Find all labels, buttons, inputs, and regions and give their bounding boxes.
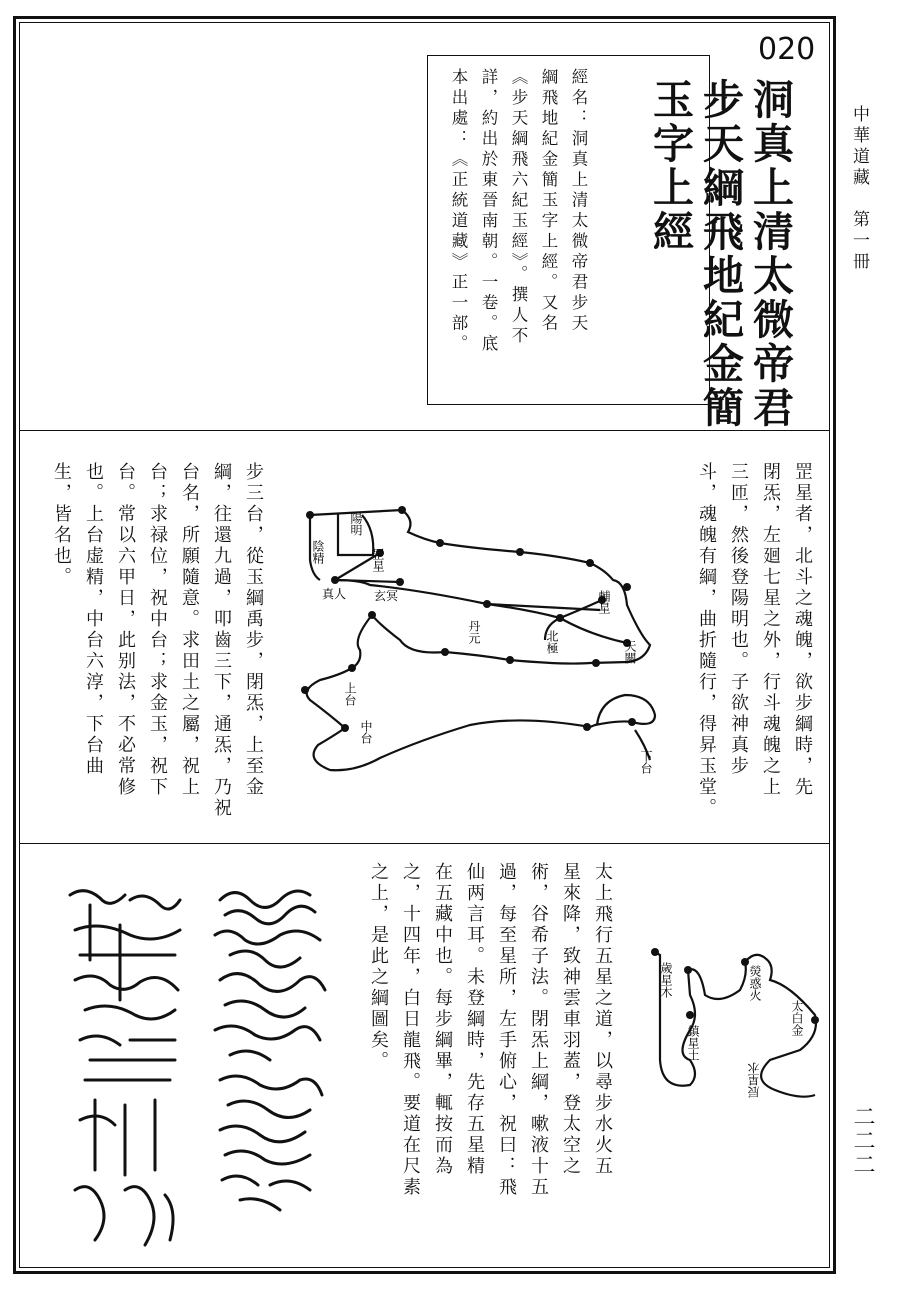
santai-text: 步三台，從玉綱禹步，閉炁，上至金 綱，往還九過，叩齒三下，通炁，乃祝 台名，所願隨意。求田土之屬，祝上 台；求禄位，祝中台；求金玉，祝下 台。常以六甲日，此别法，不必常修 也。上台虚精，中台六淳，下台曲 生，皆名也。 (51, 462, 264, 819)
five-stars-diagram (650, 935, 835, 1125)
label-xiatai: 下台 (639, 750, 653, 774)
label-zhongtai: 中台 (359, 720, 373, 744)
label-fuxing: 輔星 (597, 590, 611, 614)
label-tianguan: 天關 (623, 640, 637, 664)
label-yinghuo: 熒惑火 (748, 965, 762, 1001)
label-danyuan: 丹元 (467, 620, 481, 644)
label-zhenren: 真人 (322, 587, 347, 601)
intro-text: 經名：洞真上清太微帝君步天 綱飛地紀金簡玉字上經。又名 《步天綱飛六紀玉經》。撰人不 詳，約出於東晉南朝。一卷。底 本出處：《正統道藏》正一部。 (449, 68, 588, 355)
series-title: 中華道藏 第一冊 (849, 105, 869, 273)
gangxing-text: 罡星者，北斗之魂魄，欲步綱時，先 閉炁，左廻七星之外，行斗魂魄之上 三匝，然後登陽明也。子欲神真步 斗，魂魄有綱，曲折隨行，得昇玉堂。 (696, 462, 813, 819)
bugang-diagram (295, 495, 675, 795)
talisman-seal-script (60, 880, 350, 1260)
section-divider (19, 430, 830, 431)
scripture-number: 020 (758, 32, 816, 67)
label-suixing: 歲星木 (659, 962, 673, 998)
page-number: 二二二 (850, 1105, 875, 1177)
label-yinjing: 陰精 (311, 540, 325, 564)
section-divider (19, 843, 830, 844)
label-zhenxing: 鎮星土 (686, 1025, 700, 1061)
label-chenxing: 辰星水 (747, 1062, 761, 1098)
label-beiji: 北極 (545, 630, 559, 654)
label-gangxing: 罡星 (371, 548, 385, 572)
label-taibai: 太白金 (790, 1000, 804, 1036)
label-shangtai: 上台 (343, 682, 357, 706)
label-yangming: 陽明 (349, 512, 363, 536)
wuxing-text: 太上飛行五星之道，以尋步水火五 星來降，致神雲車羽蓋，登太空之 術，谷希子法。閉炁上綱，嗽液十五 過，每至星所，左手俯心，祝曰：飛 仙两言耳。未登綱時，先存五星精 在五藏中也。每步綱畢，輒按而為 之，十四年，白日龍飛。要道在尺素 之上，是此之綱圖矣。 (368, 862, 613, 1198)
scripture-title: 洞真上清太微帝君 步天綱飛地紀金簡 玉字上經 (646, 78, 794, 430)
label-xuanming: 玄冥 (374, 589, 399, 603)
